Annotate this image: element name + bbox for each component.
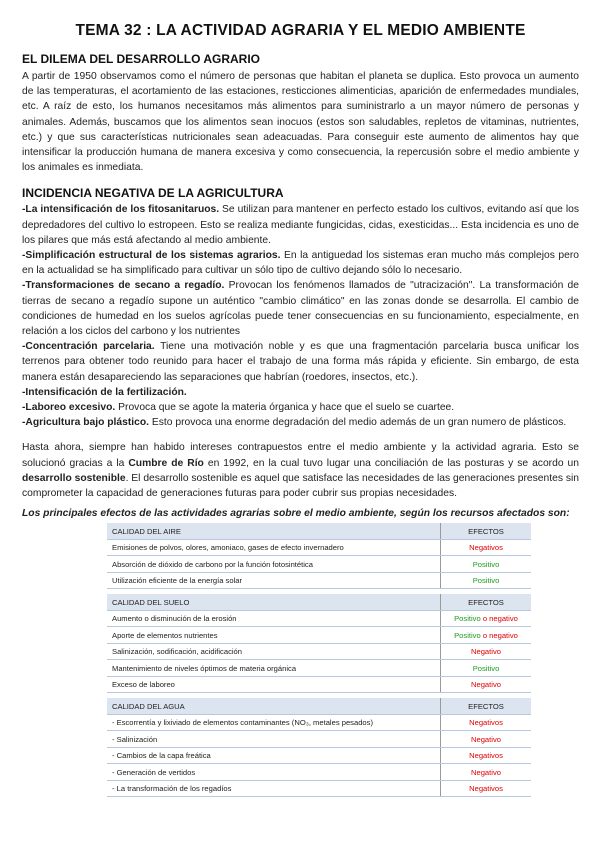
table-cell-item: - Escorrentía y lixiviado de elementos contaminantes (NO₃, metales pesados) [107,714,441,731]
incidence-item: -Transformaciones de secano a regadío. Provocan los fenómenos llamados de "utracización". La transformación de tierras de secano a regadío supone un auténtico "cambio climático" en las zonas donde se desarrolla. El cambio de condiciones de humedad en los suelos agrícolas puede tener consecuencias en su funcionamiento, especialmente, en relación a los ciclos del carbono y los nutrientes [22,280,580,338]
paragraph-dilema: A partir de 1950 observamos como el número de personas que habitan el planeta se duplica. Esto provoca un aumento de las temperaturas, el acortamiento de las estaciones, resticciones alimenticias, aparición de enfermedades mundiales, etc. A raíz de esto, los humanos necesitamos más alimentos para suministrarlo a un mayor número de personas y animales. Además, buscamos que los alimentos sean inocuos (estos son saludables, repletos de vitaminas, nutrientes, etc.) y que sus características nutricionales sean adeacuadas. Para conseguir este aumento de alimentos hay que intensificar la producción humana de manera excesiva y como consecuencia, la repercusión sobre el medio ambiente y los animales es inmediata. [22,71,579,174]
section-heading-dilema: EL DILEMA DEL DESARROLLO AGRARIO [22,52,261,66]
table-row [107,539,531,556]
table-row [107,764,531,781]
incidence-list [22,202,579,430]
table-cell-item: Mantenimiento de niveles óptimos de materia orgánica [107,660,441,677]
table-cell-effect: Negativos [441,747,532,764]
table-row [107,714,531,731]
table-cell-effect: Positivo o negativo [441,610,532,627]
incidence-item: -La intensificación de los fitosanitaruos. Se utilizan para mantener en perfecto estado los cultivos, evitando así que los depredadores del cultivo lo estropeen. Esto se realiza mediante fungicidas, cidas, exesticidas... Esta incidencia es uno de los pilares que más está afectando al medio ambiente. [22,204,579,246]
page-title: TEMA 32 : LA ACTIVIDAD AGRARIA Y EL MEDIO AMBIENTE [75,22,526,39]
table-cell-effect: Negativo [441,643,532,660]
table-row [107,610,531,627]
table-header-row [107,523,531,539]
table-cell-item: Aumento o disminución de la erosión [107,610,441,627]
table-row [107,780,531,797]
table-cell-effect: Positivo [441,556,532,573]
table-header: CALIDAD DEL AIRE [107,523,441,539]
table-cell-item: Salinización, sodificación, acidificación [107,643,441,660]
effects-table-air [107,523,531,589]
incidence-item: -Agricultura bajo plástico. Esto provoca una enorme degradación del medio además de un gran numero de plásticos. [22,417,567,429]
table-cell-item: - La transformación de los regadíos [107,780,441,797]
table-header-row [107,698,531,714]
table-cell-effect: Negativo [441,731,532,748]
table-row [107,731,531,748]
table-cell-item: - Salinización [107,731,441,748]
table-cell-effect: Negativos [441,539,532,556]
effects-header: EFECTOS [441,698,532,714]
section-heading-incidencia: INCIDENCIA NEGATIVA DE LA AGRICULTURA [22,186,284,201]
table-row [107,572,531,589]
table-row [107,643,531,660]
table-header-row [107,594,531,610]
effects-header: EFECTOS [441,594,532,610]
incidence-item: -Concentración parcelaria. Tiene una motivación noble y es que una fragmentación parcelaria busca unificar los terrenos para obtener todo reunido para hacer el trabajo de una forma más rápida y eficiente. Sin embargo, de esta manera están desapareciendo las separaciones que habrían (roedores, insectos, etc.). [22,341,580,383]
table-row [107,676,531,693]
table-cell-item: Emisiones de polvos, olores, amoniaco, gases de efecto invernadero [107,539,441,556]
table-cell-effect: Negativos [441,780,532,797]
table-cell-item: Absorción de dióxido de carbono por la función fotosintética [107,556,441,573]
table-cell-item: Utilización eficiente de la energía solar [107,572,441,589]
table-row [107,556,531,573]
table-cell-effect: Negativo [441,676,532,693]
table-cell-effect: Positivo o negativo [441,627,532,644]
table-cell-effect: Negativo [441,764,532,781]
table-cell-item: - Cambios de la capa freática [107,747,441,764]
table-cell-item: Exceso de laboreo [107,676,441,693]
table-row [107,660,531,677]
table-cell-item: Aporte de elementos nutrientes [107,627,441,644]
table-cell-item: - Generación de vertidos [107,764,441,781]
incidence-item: -Intensificación de la fertilización. [22,386,187,398]
effects-header: EFECTOS [441,523,532,539]
incidence-item: -Laboreo excesivo. Provoca que se agote la materia órganica y hace que el suelo se cuartee. [22,402,455,414]
table-intro: Los principales efectos de las actividades agrarias sobre el medio ambiente, según los recursos afectados son: [22,508,570,520]
table-row [107,747,531,764]
effects-table-soil [107,594,531,693]
table-cell-effect: Positivo [441,660,532,677]
table-header: CALIDAD DEL AGUA [107,698,441,714]
table-row [107,627,531,644]
paragraph-desarrollo-sostenible: Hasta ahora, siempre han habido intereses contrapuestos entre el medio ambiente y la actividad agraria. Esto se solucionó gracias a la Cumbre de Río en 1992, en la cual tuvo lugar una conciliación de las posturas y se acordo un desarrollo sostenible. El desarrollo sostenible es aquel que satisface las necesidades de las generaciones presentes sin comprometer la capacidad de generaciones futuras para poder cubrir sus propias necesidades. [22,442,579,500]
table-header: CALIDAD DEL SUELO [107,594,441,610]
table-cell-effect: Positivo [441,572,532,589]
table-cell-effect: Negativos [441,714,532,731]
incidence-item: -Simplificación estructural de los sistemas agrarios. En la antiguedad los sistemas eran mucho más complejos pero en la actualidad se ha simplificado para cultivar un sólo tipo de cultivo dejando sólo lo necesario. [22,250,579,277]
effects-table-water [107,698,531,797]
